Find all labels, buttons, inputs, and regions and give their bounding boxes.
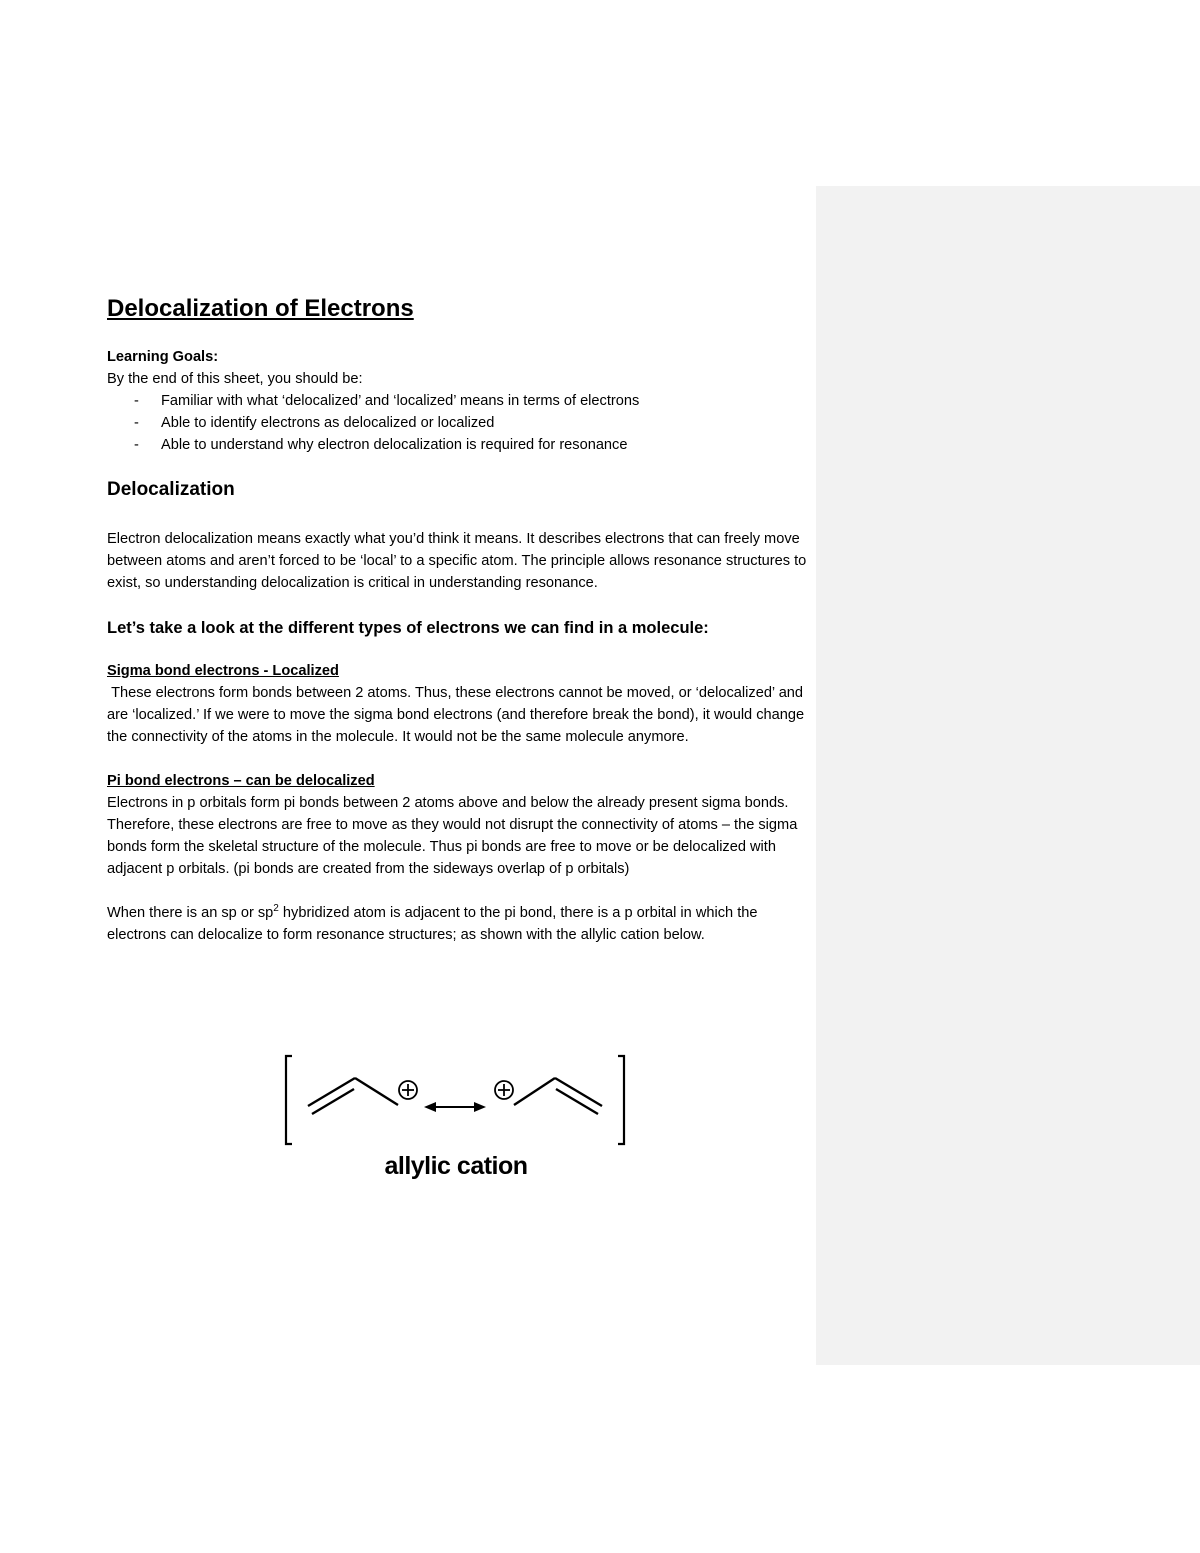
page-title: Delocalization of Electrons [107, 295, 414, 322]
learning-goals-heading: Learning Goals: [107, 349, 219, 365]
goal-text: Able to understand why electron delocalization is required for resonance [161, 437, 628, 453]
goal-text: Able to identify electrons as delocalized or localized [161, 415, 495, 431]
pi-section [107, 770, 817, 880]
hybrid-superscript: 2 [273, 903, 279, 915]
bullet-dash: - [134, 393, 139, 409]
pi-heading: Pi bond electrons – can be delocalized [107, 773, 375, 789]
list-item [107, 390, 817, 412]
hybrid-text-before: When there is an sp or sp [107, 905, 274, 921]
left-bracket [286, 1056, 292, 1144]
left-double-bond-inner [312, 1089, 354, 1114]
learning-goals-list [107, 390, 817, 456]
pi-body: Electrons in p orbitals form pi bonds between 2 atoms above and below the already present sigma bonds. Therefore, these electrons are free to move as they would not disrupt the connectivity of atoms – the sigma bonds form the skeletal structure of the molecule. Thus pi bonds are free to move or be delocalized with adjacent p orbitals. (pi bonds are created from the sideways overlap of p orbitals) [107, 795, 798, 877]
bullet-dash: - [134, 415, 139, 431]
comment-pane [816, 186, 1200, 1365]
hybrid-paragraph [107, 902, 817, 946]
left-single-bond [355, 1078, 398, 1105]
resonance-arrow-icon [424, 1102, 486, 1112]
types-heading: Let’s take a look at the different types of electrons we can find in a molecule: [107, 619, 709, 637]
right-positive-charge-icon [495, 1081, 513, 1099]
hybrid-text-after: hybridized atom is adjacent to the pi bond, there is a p orbital in which the electrons can delocalize to form resonance structures; as shown with the allylic cation below. [107, 905, 758, 943]
left-positive-charge-icon [399, 1081, 417, 1099]
goal-text: Familiar with what ‘delocalized’ and ‘localized’ means in terms of electrons [161, 393, 640, 409]
bullet-dash: - [134, 437, 139, 453]
learning-goals-intro: By the end of this sheet, you should be: [107, 371, 363, 387]
sigma-body: These electrons form bonds between 2 atoms. Thus, these electrons cannot be moved, or ‘delocalized’ and are ‘localized.’ If we were to move the sigma bond electrons (and therefore break the bond), it would change the connectivity of the atoms in the molecule. It would not be the same molecule anymore. [107, 685, 809, 745]
delocalization-body: Electron delocalization means exactly what you’d think it means. It describes electrons that can freely move between atoms and aren’t forced to be ‘local’ to a specific atom. The principle allows resonance structures to exist, so understanding delocalization is critical in understanding resonance. [107, 531, 807, 591]
delocalization-heading: Delocalization [107, 479, 235, 500]
sigma-heading: Sigma bond electrons - Localized [107, 663, 339, 679]
right-bracket [618, 1056, 624, 1144]
list-item [107, 412, 817, 434]
sigma-section [107, 660, 817, 748]
figure-caption: allylic cation [384, 1152, 528, 1180]
right-double-bond-inner [556, 1089, 598, 1114]
right-single-bond [514, 1078, 555, 1105]
list-item [107, 434, 817, 456]
document-body [107, 292, 817, 946]
